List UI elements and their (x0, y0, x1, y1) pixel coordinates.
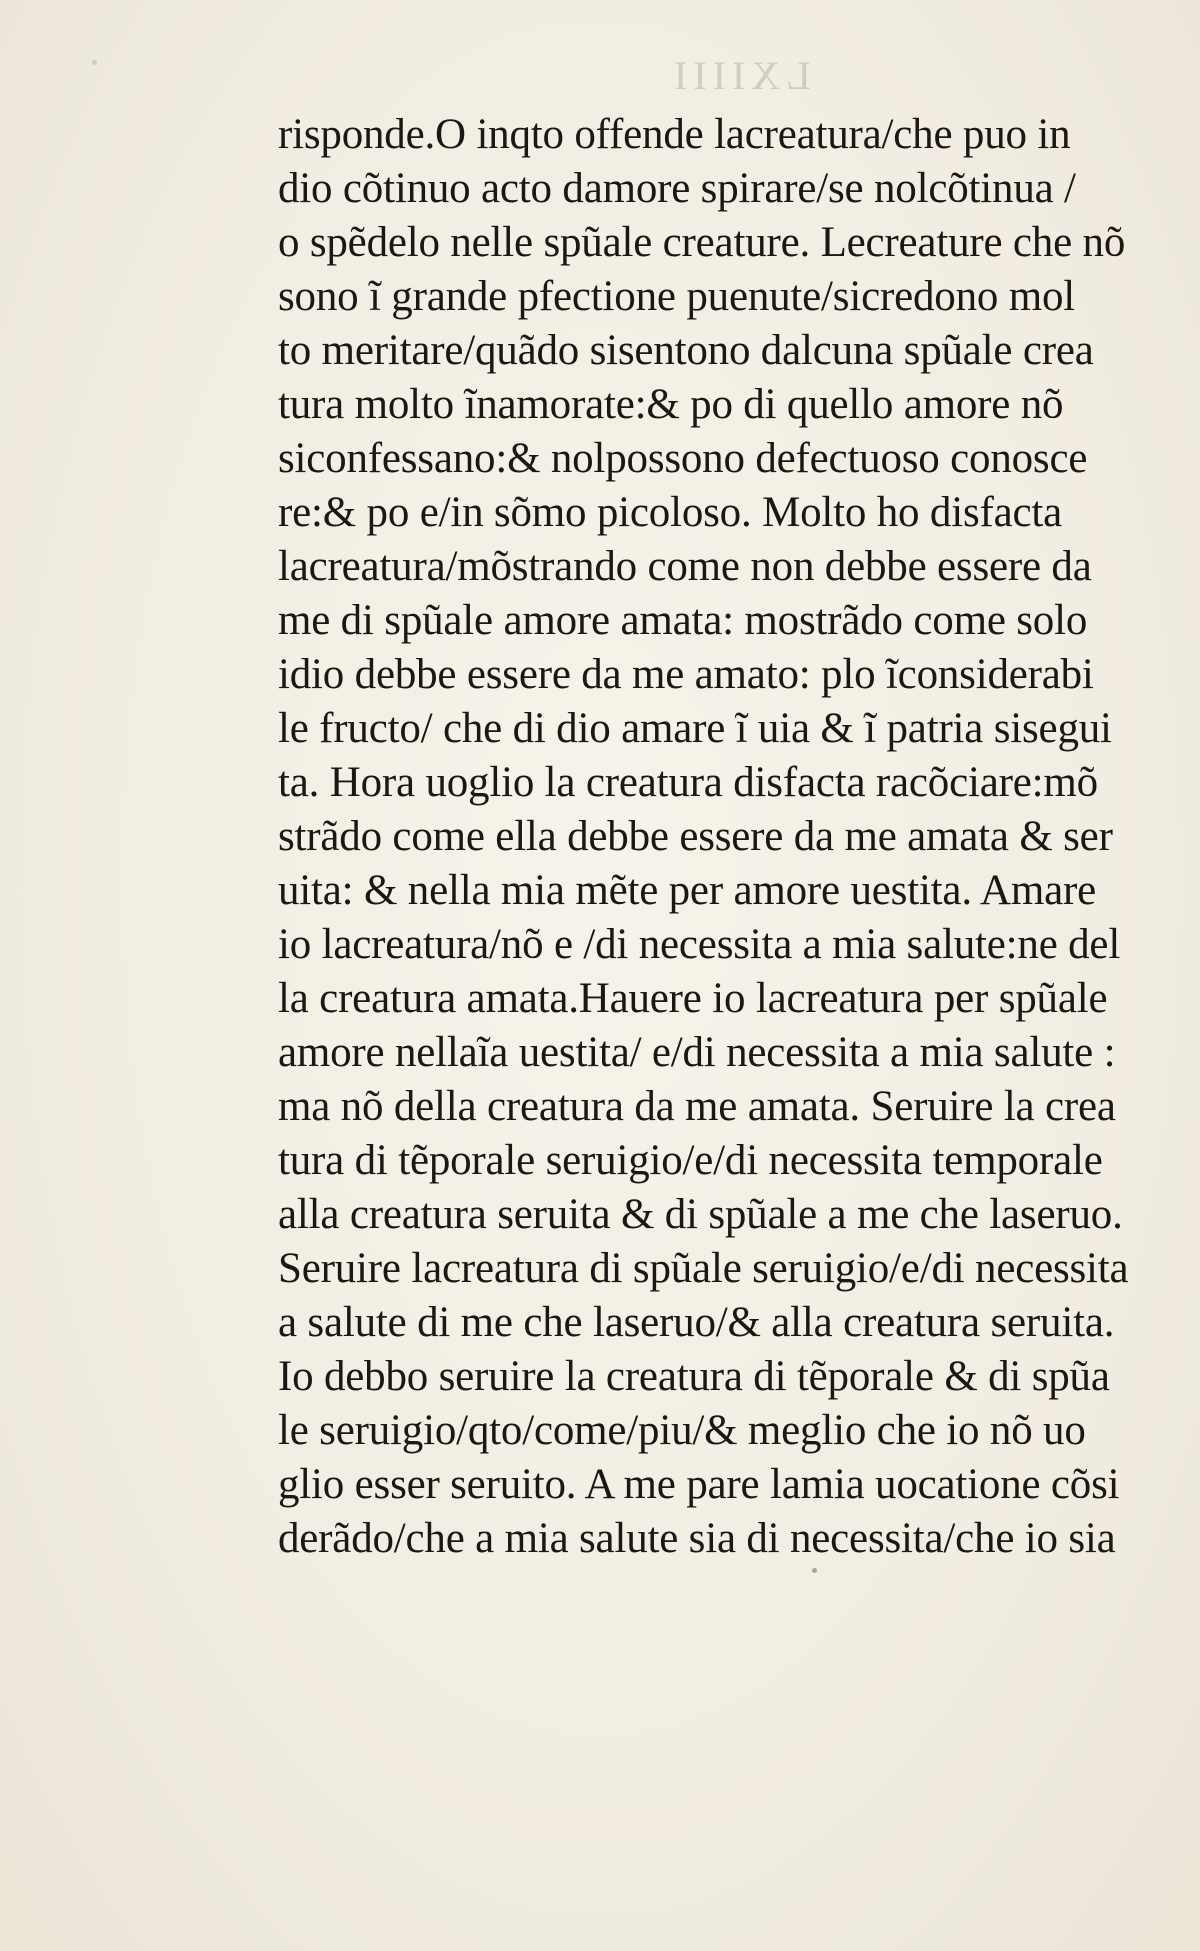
text-line: amore nellaĩa uestita/ e/di necessita a mia salute : (278, 1029, 1116, 1076)
text-line: le fructo/ che di dio amare ĩ uia & ĩ patria sisegui (278, 705, 1112, 752)
text-line: io lacreatura/nõ e /di necessita a mia salute:ne del (278, 921, 1121, 968)
text-line: siconfessano:& nolpossono defectuoso conosce (278, 435, 1088, 482)
ink-speck (92, 60, 97, 65)
text-line: lacreatura/mõstrando come non debbe essere da (278, 543, 1092, 590)
text-line: ta. Hora uoglio la creatura disfacta racõciare:mõ (278, 759, 1098, 806)
text-line: derãdo/che a mia salute sia di necessita/che io sia (278, 1515, 1116, 1562)
text-line: strãdo come ella debbe essere da me amata & ser (278, 813, 1113, 860)
ink-speck (812, 1568, 817, 1573)
text-line: dio cõtinuo acto damore spirare/se nolcõtinua / (278, 165, 1076, 212)
text-line: la creatura amata.Hauere io lacreatura per spũale (278, 975, 1108, 1022)
text-line: me di spũale amore amata: mostrãdo come solo (278, 597, 1088, 644)
text-line: re:& po e/in sõmo picoloso. Molto ho disfacta (278, 489, 1063, 536)
text-line: idio debbe essere da me amato: plo ĩconsiderabi (278, 651, 1094, 698)
folio-number: LXIIII (668, 53, 811, 98)
text-line: o spẽdelo nelle spũale creature. Lecreature che nõ (278, 219, 1126, 266)
text-line: alla creatura seruita & di spũale a me che laseruo. (278, 1191, 1123, 1238)
text-line: uita: & nella mia mẽte per amore uestita. Amare (278, 867, 1097, 914)
text-line: tura molto ĩnamorate:& po di quello amore nõ (278, 381, 1064, 428)
text-line: sono ĩ grande pfectione puenute/sicredono mol (278, 273, 1076, 320)
text-line: tura di tẽporale seruigio/e/di necessita temporale (278, 1137, 1103, 1184)
text-line: risponde.O inqto offende lacreatura/che puo in (278, 111, 1071, 158)
text-line: a salute di me che laseruo/& alla creatura seruita. (278, 1299, 1115, 1346)
text-line: to meritare/quãdo sisentono dalcuna spũale crea (278, 327, 1094, 374)
text-line: Io debbo seruire la creatura di tẽporale & di spũa (278, 1353, 1110, 1400)
text-line: le seruigio/qto/come/piu/& meglio che io nõ uo (278, 1407, 1086, 1454)
text-line: glio esser seruito. A me pare lamia uocatione cõsi (278, 1461, 1120, 1508)
text-line: ma nõ della creatura da me amata. Seruire la crea (278, 1083, 1116, 1130)
text-line: Seruire lacreatura di spũale seruigio/e/di necessita (278, 1245, 1129, 1292)
